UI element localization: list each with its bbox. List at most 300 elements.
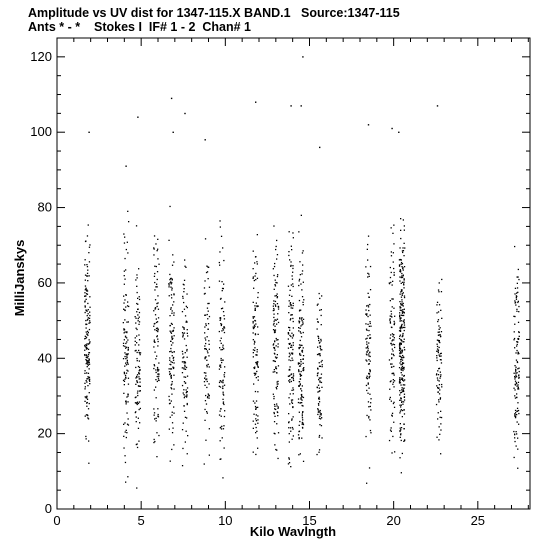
- data-point: [87, 270, 88, 271]
- data-point: [399, 377, 400, 378]
- data-point: [224, 372, 225, 373]
- data-point: [515, 352, 516, 353]
- data-point: [173, 327, 174, 328]
- data-point: [156, 336, 157, 337]
- data-point: [394, 321, 395, 322]
- data-point: [403, 287, 404, 288]
- data-point: [156, 372, 157, 373]
- data-point: [514, 434, 515, 435]
- data-point: [172, 355, 173, 356]
- data-point: [255, 362, 256, 363]
- data-point: [156, 303, 157, 304]
- data-point: [86, 360, 87, 361]
- data-point: [368, 401, 369, 402]
- data-point: [299, 402, 300, 403]
- data-point: [125, 482, 126, 483]
- data-point: [514, 365, 515, 366]
- data-point: [88, 349, 89, 350]
- data-point: [369, 377, 370, 378]
- data-point: [292, 427, 293, 428]
- data-point: [401, 262, 402, 263]
- data-point: [154, 289, 155, 290]
- data-point: [124, 455, 125, 456]
- data-point: [171, 378, 172, 379]
- data-point: [85, 259, 86, 260]
- data-point: [403, 311, 404, 312]
- data-point: [288, 251, 289, 252]
- data-point: [391, 415, 392, 416]
- data-point: [438, 401, 439, 402]
- data-point: [392, 350, 393, 351]
- data-point: [88, 323, 89, 324]
- x-tick-label: 5: [137, 513, 145, 528]
- data-point: [221, 325, 222, 326]
- data-point: [257, 437, 258, 438]
- data-point: [170, 309, 171, 310]
- data-point: [135, 367, 136, 368]
- data-point: [127, 424, 128, 425]
- data-point: [317, 305, 318, 306]
- data-point: [290, 336, 291, 337]
- data-point: [404, 324, 405, 325]
- data-point: [368, 388, 369, 389]
- data-point: [219, 265, 220, 266]
- data-point: [399, 381, 400, 382]
- data-point: [518, 306, 519, 307]
- data-point: [440, 336, 441, 337]
- data-point: [88, 343, 89, 344]
- data-point: [125, 343, 126, 344]
- data-point: [170, 417, 171, 418]
- data-point: [298, 402, 299, 403]
- data-point: [441, 362, 442, 363]
- data-point: [89, 368, 90, 369]
- data-point: [207, 266, 208, 267]
- data-point: [224, 327, 225, 328]
- data-point: [370, 326, 371, 327]
- data-point: [136, 416, 137, 417]
- data-point: [402, 247, 403, 248]
- data-point: [253, 278, 254, 279]
- data-point: [320, 349, 321, 350]
- data-point: [370, 432, 371, 433]
- data-point: [517, 362, 518, 363]
- data-point: [157, 258, 158, 259]
- data-point: [87, 235, 88, 236]
- data-point: [138, 320, 139, 321]
- data-point: [84, 350, 85, 351]
- data-point: [185, 369, 186, 370]
- data-point: [317, 368, 318, 369]
- data-point: [254, 316, 255, 317]
- data-point: [183, 392, 184, 393]
- data-point: [290, 431, 291, 432]
- data-point: [438, 341, 439, 342]
- data-point: [184, 381, 185, 382]
- data-point: [157, 271, 158, 272]
- data-point: [292, 265, 293, 266]
- data-point: [300, 347, 301, 348]
- data-point: [220, 386, 221, 387]
- data-point: [85, 300, 86, 301]
- data-point: [320, 418, 321, 419]
- data-point: [300, 388, 301, 389]
- data-point: [89, 320, 90, 321]
- data-point: [255, 373, 256, 374]
- data-point: [278, 322, 279, 323]
- y-tick-label: 60: [37, 274, 52, 290]
- data-point: [123, 358, 124, 359]
- data-point: [302, 411, 303, 412]
- data-point: [123, 322, 124, 323]
- data-point: [403, 219, 404, 220]
- data-point: [154, 439, 155, 440]
- data-point: [277, 346, 278, 347]
- data-point: [302, 252, 303, 253]
- data-point: [224, 410, 225, 411]
- data-point: [319, 398, 320, 399]
- data-point: [400, 335, 401, 336]
- data-point: [298, 363, 299, 364]
- data-point: [400, 411, 401, 412]
- data-point: [273, 300, 274, 301]
- data-point: [172, 279, 173, 280]
- data-point: [254, 305, 255, 306]
- data-point: [278, 307, 279, 308]
- data-point: [288, 333, 289, 334]
- data-point: [123, 302, 124, 303]
- data-point: [154, 352, 155, 353]
- data-point: [277, 274, 278, 275]
- data-point: [204, 280, 205, 281]
- data-point: [519, 377, 520, 378]
- data-point: [139, 369, 140, 370]
- data-point: [205, 315, 206, 316]
- data-point: [208, 383, 209, 384]
- data-point: [124, 384, 125, 385]
- data-point: [438, 374, 439, 375]
- data-point: [319, 388, 320, 389]
- data-point: [224, 385, 225, 386]
- data-point: [84, 388, 85, 389]
- data-points: [84, 56, 520, 489]
- data-point: [518, 382, 519, 383]
- data-point: [317, 372, 318, 373]
- data-point: [301, 105, 302, 106]
- data-point: [403, 327, 404, 328]
- data-point: [318, 340, 319, 341]
- data-point: [258, 376, 259, 377]
- data-point: [204, 463, 205, 464]
- data-point: [208, 323, 209, 324]
- data-point: [302, 415, 303, 416]
- data-point: [438, 319, 439, 320]
- data-point: [208, 398, 209, 399]
- data-point: [404, 399, 405, 400]
- data-point: [123, 380, 124, 381]
- data-point: [127, 252, 128, 253]
- data-point: [169, 274, 170, 275]
- data-point: [172, 422, 173, 423]
- data-point: [276, 387, 277, 388]
- data-point: [440, 453, 441, 454]
- data-point: [219, 414, 220, 415]
- data-point: [187, 335, 188, 336]
- data-point: [172, 342, 173, 343]
- data-point: [365, 436, 366, 437]
- data-point: [404, 413, 405, 414]
- data-point: [173, 367, 174, 368]
- data-point: [253, 268, 254, 269]
- data-point: [136, 376, 137, 377]
- data-point: [136, 421, 137, 422]
- data-point: [173, 444, 174, 445]
- data-point: [139, 312, 140, 313]
- data-point: [204, 378, 205, 379]
- data-point: [394, 275, 395, 276]
- data-point: [293, 435, 294, 436]
- data-point: [138, 428, 139, 429]
- data-point: [221, 343, 222, 344]
- data-point: [274, 319, 275, 320]
- data-point: [401, 367, 402, 368]
- data-point: [124, 284, 125, 285]
- data-point: [88, 373, 89, 374]
- data-point: [292, 349, 293, 350]
- data-point: [88, 309, 89, 310]
- data-point: [401, 372, 402, 373]
- y-tick-label: 120: [30, 48, 52, 64]
- data-point: [85, 280, 86, 281]
- data-point: [87, 331, 88, 332]
- data-point: [391, 327, 392, 328]
- data-point: [153, 408, 154, 409]
- data-point: [318, 379, 319, 380]
- data-point: [184, 405, 185, 406]
- data-point: [366, 341, 367, 342]
- data-point: [440, 355, 441, 356]
- data-point: [301, 318, 302, 319]
- data-point: [300, 331, 301, 332]
- data-point: [85, 344, 86, 345]
- data-point: [436, 373, 437, 374]
- data-point: [288, 286, 289, 287]
- data-point: [317, 375, 318, 376]
- data-point: [394, 407, 395, 408]
- data-point: [514, 331, 515, 332]
- data-point: [277, 254, 278, 255]
- data-point: [186, 350, 187, 351]
- data-point: [255, 333, 256, 334]
- data-point: [224, 376, 225, 377]
- data-point: [393, 243, 394, 244]
- data-point: [208, 278, 209, 279]
- data-point: [398, 132, 399, 133]
- data-point: [172, 288, 173, 289]
- data-point: [401, 440, 402, 441]
- data-point: [205, 348, 206, 349]
- data-point: [293, 380, 294, 381]
- data-point: [400, 269, 401, 270]
- data-point: [441, 386, 442, 387]
- data-point: [274, 371, 275, 372]
- data-point: [402, 370, 403, 371]
- data-point: [155, 286, 156, 287]
- data-point: [257, 263, 258, 264]
- data-point: [127, 476, 128, 477]
- data-point: [440, 376, 441, 377]
- data-point: [85, 305, 86, 306]
- data-point: [205, 238, 206, 239]
- data-point: [87, 335, 88, 336]
- data-point: [298, 285, 299, 286]
- data-point: [138, 418, 139, 419]
- data-point: [88, 408, 89, 409]
- data-point: [138, 324, 139, 325]
- data-point: [519, 371, 520, 372]
- data-point: [402, 309, 403, 310]
- data-point: [292, 308, 293, 309]
- data-point: [402, 360, 403, 361]
- data-point: [137, 447, 138, 448]
- data-point: [87, 303, 88, 304]
- data-point: [171, 313, 172, 314]
- data-point: [169, 374, 170, 375]
- data-point: [317, 387, 318, 388]
- data-point: [155, 243, 156, 244]
- data-point: [402, 351, 403, 352]
- data-point: [321, 413, 322, 414]
- data-point: [392, 436, 393, 437]
- data-point: [402, 453, 403, 454]
- data-point: [139, 339, 140, 340]
- data-point: [515, 412, 516, 413]
- data-point: [441, 384, 442, 385]
- data-point: [222, 386, 223, 387]
- data-point: [391, 353, 392, 354]
- data-point: [402, 315, 403, 316]
- data-point: [253, 349, 254, 350]
- data-point: [368, 297, 369, 298]
- data-point: [518, 269, 519, 270]
- data-point: [183, 335, 184, 336]
- data-point: [172, 254, 173, 255]
- data-point: [186, 345, 187, 346]
- data-point: [517, 338, 518, 339]
- data-point: [319, 437, 320, 438]
- data-point: [393, 373, 394, 374]
- data-point: [319, 378, 320, 379]
- data-point: [516, 393, 517, 394]
- data-point: [183, 389, 184, 390]
- data-point: [86, 381, 87, 382]
- data-point: [318, 409, 319, 410]
- data-point: [126, 357, 127, 358]
- data-point: [399, 345, 400, 346]
- data-point: [274, 289, 275, 290]
- data-point: [439, 282, 440, 283]
- data-point: [290, 319, 291, 320]
- data-point: [156, 284, 157, 285]
- data-point: [402, 364, 403, 365]
- data-point: [391, 255, 392, 256]
- data-point: [440, 411, 441, 412]
- data-point: [439, 434, 440, 435]
- data-point: [292, 232, 293, 233]
- data-point: [184, 365, 185, 366]
- data-point: [173, 362, 174, 363]
- data-point: [317, 336, 318, 337]
- data-point: [253, 316, 254, 317]
- data-point: [299, 373, 300, 374]
- data-point: [158, 435, 159, 436]
- data-point: [187, 387, 188, 388]
- data-point: [220, 427, 221, 428]
- data-point: [126, 332, 127, 333]
- data-point: [437, 346, 438, 347]
- data-point: [254, 343, 255, 344]
- data-point: [319, 147, 320, 148]
- data-point: [273, 412, 274, 413]
- data-point: [436, 304, 437, 305]
- data-point: [89, 339, 90, 340]
- data-point: [401, 401, 402, 402]
- data-point: [292, 272, 293, 273]
- data-point: [403, 321, 404, 322]
- data-point: [319, 310, 320, 311]
- data-point: [440, 429, 441, 430]
- data-point: [154, 235, 155, 236]
- data-point: [366, 385, 367, 386]
- data-point: [369, 304, 370, 305]
- data-point: [368, 406, 369, 407]
- data-point: [292, 279, 293, 280]
- data-point: [514, 378, 515, 379]
- data-point: [517, 421, 518, 422]
- data-point: [221, 358, 222, 359]
- data-point: [186, 322, 187, 323]
- data-point: [401, 264, 402, 265]
- data-point: [169, 360, 170, 361]
- data-point: [300, 384, 301, 385]
- data-point: [401, 299, 402, 300]
- data-point: [126, 337, 127, 338]
- data-point: [222, 349, 223, 350]
- data-point: [438, 439, 439, 440]
- data-point: [515, 397, 516, 398]
- data-point: [184, 259, 185, 260]
- data-point: [86, 354, 87, 355]
- data-point: [291, 358, 292, 359]
- data-point: [303, 347, 304, 348]
- data-point: [367, 276, 368, 277]
- data-point: [301, 402, 302, 403]
- data-point: [128, 321, 129, 322]
- data-point: [137, 360, 138, 361]
- data-point: [138, 344, 139, 345]
- data-point: [125, 431, 126, 432]
- data-point: [291, 374, 292, 375]
- data-point: [518, 388, 519, 389]
- data-point: [156, 322, 157, 323]
- data-point: [86, 331, 87, 332]
- data-point: [157, 381, 158, 382]
- data-point: [123, 329, 124, 330]
- data-point: [207, 336, 208, 337]
- data-point: [86, 347, 87, 348]
- data-point: [173, 413, 174, 414]
- data-point: [255, 256, 256, 257]
